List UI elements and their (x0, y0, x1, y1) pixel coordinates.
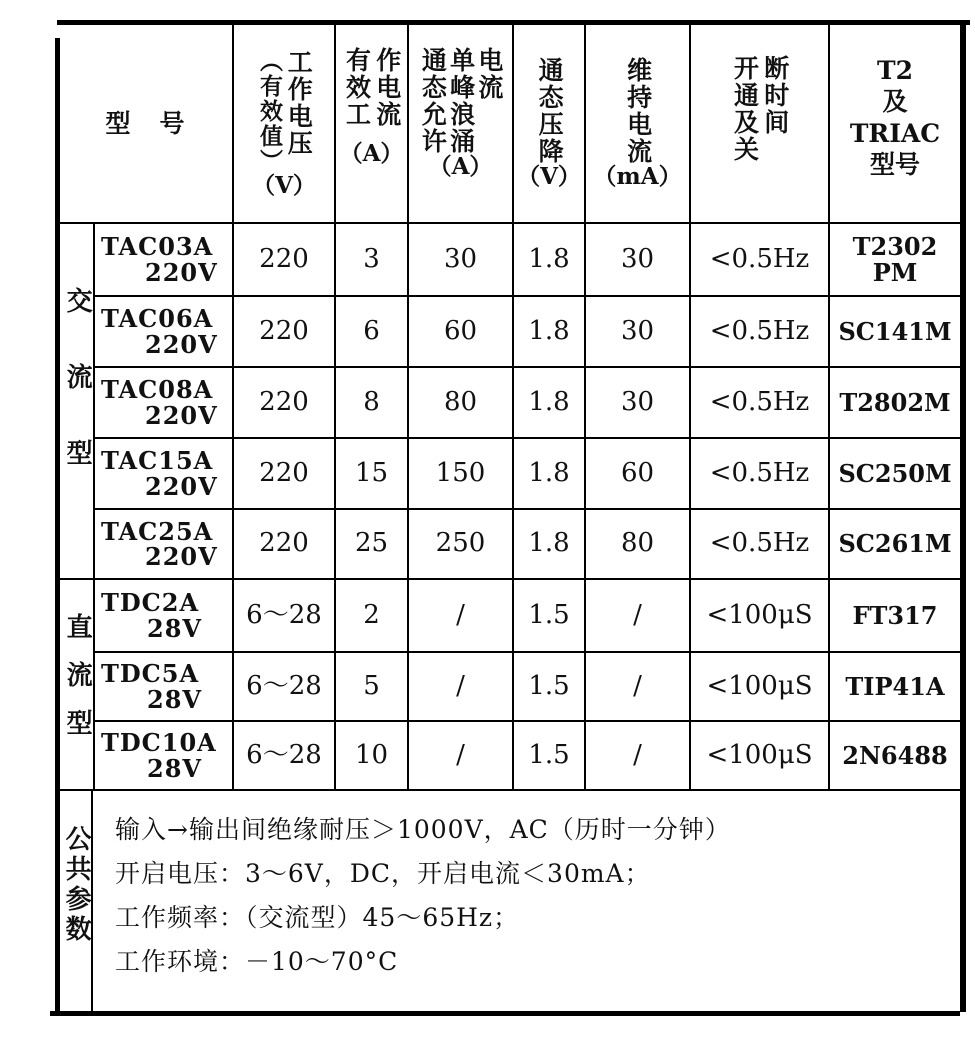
common-param-line: 开启电压：3～6V，DC，开启电流＜30mA； (115, 859, 651, 888)
cell-holding: 30 (620, 386, 655, 417)
cell-triac: 2N6488 (842, 740, 948, 770)
header-surge-current (409, 25, 512, 222)
cell-holding: 80 (620, 528, 655, 559)
cell-switch-time: <0.5Hz (709, 243, 810, 274)
model-voltage: 28V (147, 613, 203, 643)
cell-drop: 1.8 (528, 528, 570, 559)
model-name: TAC15A (101, 446, 214, 476)
header-model: 型 号 (105, 108, 187, 138)
cell-voltage: 6～28 (246, 670, 322, 701)
cell-drop: 1.8 (528, 386, 570, 417)
cell-drop: 1.8 (528, 243, 570, 274)
cell-surge: 250 (435, 528, 486, 559)
cell-switch-time: <0.5Hz (709, 528, 810, 559)
cell-switch-time: <100μS (706, 739, 813, 770)
cell-triac: SC141M (838, 316, 952, 346)
header-triac-model (830, 25, 960, 222)
group-label-dc (60, 580, 93, 789)
common-param-line: 工作环境：－10～70°C (115, 947, 399, 976)
cell-holding: / (633, 739, 642, 770)
header-unit: （A） (339, 140, 404, 167)
header-switch-time (691, 25, 828, 222)
header-line: T2 (877, 56, 913, 85)
header-line: （有效值） (255, 48, 283, 174)
footer-label-divider (91, 790, 93, 1012)
model-voltage: 220V (145, 542, 218, 571)
common-params-list (115, 808, 731, 984)
header-line: 开通及关 (730, 55, 760, 163)
cell-voltage: 220 (259, 243, 309, 274)
cell-voltage: 220 (259, 315, 309, 346)
cell-drop: 1.5 (528, 599, 570, 630)
model-name: TAC25A (101, 516, 214, 546)
cell-current: 2 (363, 599, 380, 630)
cell-drop: 1.5 (528, 670, 570, 701)
cell-holding: / (633, 670, 642, 701)
model-voltage: 28V (147, 684, 203, 714)
cell-switch-time: <0.5Hz (709, 386, 810, 417)
cell-triac: SC261M (838, 529, 952, 559)
cell-surge: 150 (435, 457, 486, 488)
cell-holding: 30 (620, 315, 655, 346)
header-line: 型号 (869, 149, 920, 179)
footer-top-line (57, 789, 962, 791)
cell-switch-time: <0.5Hz (709, 315, 810, 346)
cell-triac: FT317 (852, 600, 938, 630)
common-param-line: 工作频率：（交流型）45～65Hz； (115, 903, 520, 932)
cell-surge: 80 (443, 386, 478, 417)
common-param-line: 输入→输出间绝缘耐压＞1000V，AC（历时一分钟） (115, 815, 731, 844)
model-voltage: 220V (145, 400, 218, 430)
table-right-border (960, 22, 966, 1012)
header-unit: （V） (252, 171, 316, 199)
cell-triac: TIP41A (845, 671, 945, 701)
model-name: TAC08A (101, 375, 214, 405)
cell-drop: 1.8 (528, 315, 570, 346)
header-line: 电流 (474, 47, 504, 101)
header-line: 维持电流 (623, 57, 653, 166)
model-name: TAC06A (101, 304, 214, 334)
cell-voltage: 6～28 (246, 739, 322, 770)
cell-switch-time: <0.5Hz (709, 457, 810, 488)
header-unit: （V） (517, 163, 581, 191)
model-name: TDC2A (101, 588, 200, 618)
group-label-ac (60, 224, 93, 578)
cell-holding: 30 (620, 243, 655, 274)
cell-surge: 60 (443, 315, 478, 346)
cell-switch-time: <100μS (706, 599, 813, 630)
model-voltage: 220V (145, 257, 218, 287)
cell-holding: / (633, 599, 642, 630)
group-label-text: 直流型 (62, 612, 93, 757)
cell-triac: T2302 PM (852, 232, 938, 287)
cell-drop: 1.8 (528, 457, 570, 488)
cell-holding: 60 (620, 457, 655, 488)
header-unit: （A） (428, 153, 493, 180)
cell-surge: 30 (443, 243, 478, 274)
cell-switch-time: <100μS (706, 670, 813, 701)
header-on-voltage-drop (514, 25, 584, 222)
model-name: TAC03A (101, 232, 214, 262)
header-line: TRIAC (849, 118, 941, 148)
cell-voltage: 220 (259, 528, 309, 559)
model-voltage: 220V (145, 329, 218, 359)
cell-current: 25 (354, 528, 389, 559)
model-voltage: 220V (145, 471, 218, 501)
common-params-label-text: 公共参数 (61, 825, 92, 945)
model-name: TDC10A (101, 728, 217, 758)
header-line: 通态允许 (418, 47, 448, 155)
cell-voltage: 220 (259, 386, 309, 417)
header-unit: （mA） (593, 163, 682, 191)
cell-voltage: 220 (259, 457, 309, 488)
cell-surge: / (456, 670, 465, 701)
header-line: 单峰浪涌 (446, 47, 476, 155)
cell-current: 10 (354, 739, 389, 770)
cell-voltage: 6～28 (246, 599, 322, 630)
header-working-current (336, 25, 407, 222)
cell-current: 3 (363, 243, 380, 274)
cell-triac: SC250M (838, 458, 952, 488)
header-line: 断时间 (760, 55, 790, 136)
cell-current: 6 (363, 315, 380, 346)
cell-drop: 1.5 (528, 739, 570, 770)
model-voltage: 28V (147, 753, 203, 783)
header-line: 工作电压 (284, 48, 314, 157)
model-name: TDC5A (101, 659, 200, 689)
common-params-label (60, 800, 91, 970)
cell-surge: / (456, 599, 465, 630)
header-holding-current (586, 25, 689, 222)
header-line: 有效工 (342, 47, 372, 128)
header-working-voltage (234, 25, 334, 222)
cell-current: 15 (354, 457, 389, 488)
header-line: 作电流 (372, 47, 402, 128)
header-line: 通态压降 (535, 57, 565, 166)
cell-current: 8 (363, 386, 380, 417)
cell-surge: / (456, 739, 465, 770)
header-line: 及 (882, 87, 908, 117)
cell-current: 5 (363, 670, 380, 701)
cell-triac: T2802M (839, 387, 951, 417)
group-label-text: 交流型 (62, 287, 93, 515)
table-bottom-border (50, 1011, 960, 1016)
